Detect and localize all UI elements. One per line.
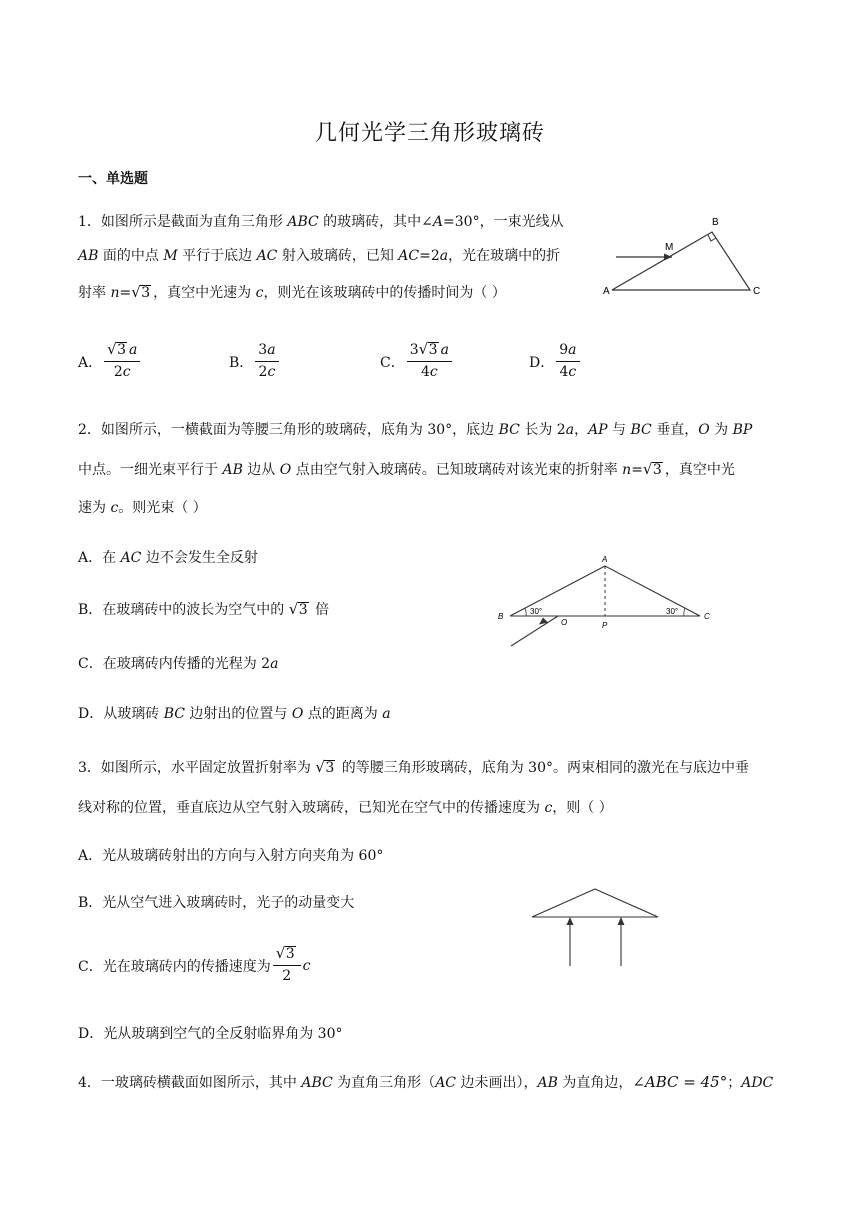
q1-option-d: D． $\frac{9a}{4c}$ — [529, 342, 582, 381]
angle-label-B: 30° — [530, 607, 543, 616]
q3-prism-figure — [525, 880, 665, 972]
figure-label-P: P — [602, 621, 608, 630]
q1-line-1: 1．如图所示是截面为直角三角形 ABC 的玻璃砖，其中∠A=30°，一束光线从 — [78, 214, 564, 230]
figure-label-C: C — [704, 612, 710, 621]
q1-triangle-figure — [600, 212, 770, 302]
q2-option-b: B．在玻璃砖中的波长为空气中的 √ 3 倍 — [78, 600, 330, 618]
q3-option-a: A．光从玻璃砖射出的方向与入射方向夹角为 60° — [78, 848, 384, 864]
figure-label-M: M — [665, 242, 674, 253]
q2-line-3: 速为 c。则光束（ ） — [78, 500, 207, 516]
q4-line-1: 4．一玻璃砖横截面如图所示，其中 ABC 为直角三角形（AC 边未画出），AB 为直角边，∠ABC = 45°；ADC — [78, 1073, 774, 1091]
figure-label-A: A — [602, 555, 608, 564]
q1-line-3: 射率 n= √ 3 ，真空中光速为 c，则光在该玻璃砖中的传播时间为（ ） — [78, 283, 506, 301]
q1-option-a: A． √ 3 a 2c — [78, 342, 142, 381]
q2-triangle-figure — [492, 552, 722, 652]
q3-option-b: B．光从空气进入玻璃砖时，光子的动量变大 — [78, 895, 355, 911]
figure-label-O: O — [561, 618, 568, 627]
q1-option-c: C． 3 √ 3 a 4c — [380, 342, 454, 381]
q3-option-d: D．光从玻璃到空气的全反射临界角为 30° — [78, 1026, 343, 1042]
figure-label-A: A — [603, 286, 610, 297]
sqrt-symbol: √ 3 — [131, 283, 151, 301]
q3-line-1: 3．如图所示，水平固定放置折射率为 √ 3 的等腰三角形玻璃砖，底角为 30°。两束相同的激光在与底边中垂 — [78, 758, 749, 776]
q3-option-c: C．光在玻璃砖内的传播速度为 √ 3 2 c — [78, 944, 311, 984]
q1-option-b: B． $\frac{3a}{2c}$ — [229, 342, 281, 381]
figure-label-C: C — [753, 286, 761, 297]
q3-line-2: 线对称的位置，垂直底边从空气射入玻璃砖，已知光在空气中的传播速度为 c，则（ ） — [78, 800, 613, 816]
q1-line-2: AB 面的中点 M 平行于底边 AC 射入玻璃砖，已知 AC=2a，光在玻璃中的折 — [78, 248, 561, 264]
q2-option-a: A．在 AC 边不会发生全反射 — [78, 550, 258, 566]
figure-label-B: B — [498, 612, 504, 621]
page-title: 几何光学三角形玻璃砖 — [314, 121, 545, 146]
section-heading: 一、单选题 — [78, 171, 148, 187]
q2-line-2: 中点。一细光束平行于 AB 边从 O 点由空气射入玻璃砖。已知玻璃砖对该光束的折射率 n= √ 3 ，真空中光 — [78, 460, 735, 478]
figure-label-B: B — [712, 217, 719, 228]
q2-line-1: 2．如图所示，一横截面为等腰三角形的玻璃砖，底角为 30°，底边 BC 长为 2a，AP 与 BC 垂直，O 为 BP — [78, 422, 753, 438]
angle-label-C: 30° — [666, 607, 679, 616]
q2-option-c: C．在玻璃砖内传播的光程为 2a — [78, 656, 279, 672]
q2-option-d: D．从玻璃砖 BC 边射出的位置与 O 点的距离为 a — [78, 706, 391, 722]
